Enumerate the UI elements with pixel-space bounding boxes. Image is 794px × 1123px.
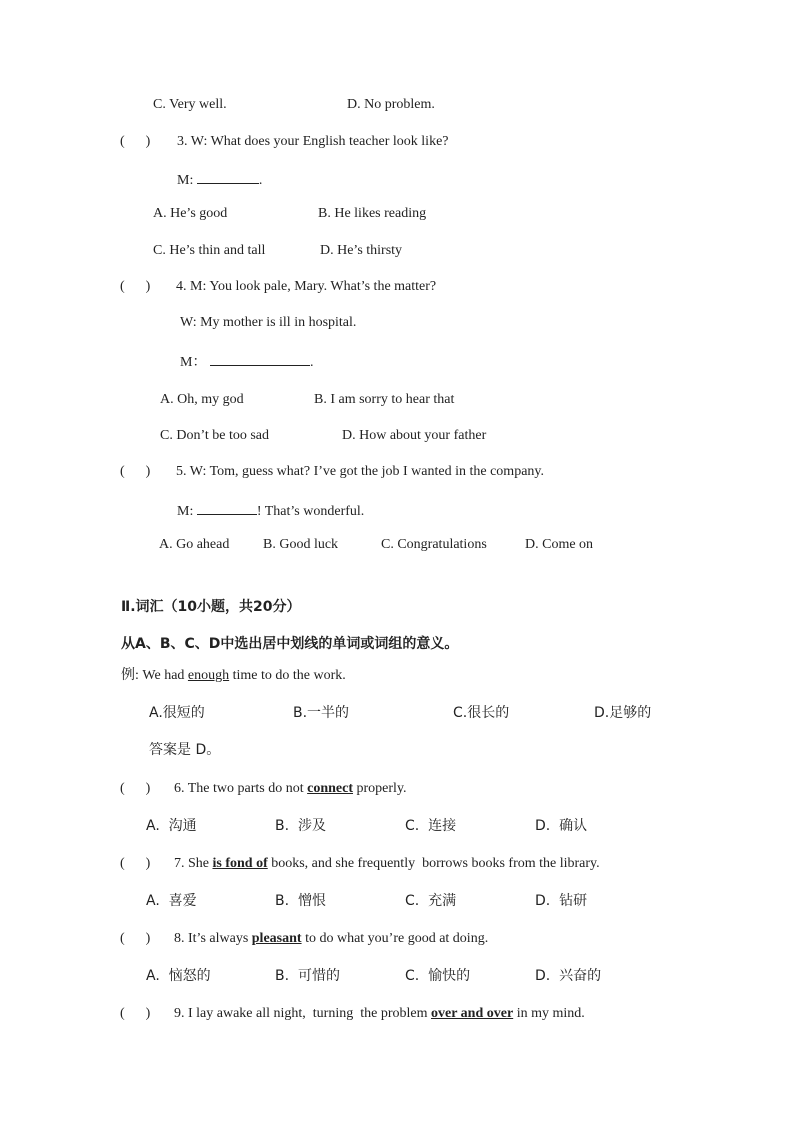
q8-prefix: 8. It’s always <box>174 931 252 946</box>
example-option-c: C.很长的 <box>453 705 510 721</box>
q3-stem: 3. W: What does your English teacher look like? <box>177 134 449 149</box>
q7-prefix: 7. She <box>174 856 213 871</box>
q9-sentence <box>174 1005 585 1023</box>
q7-answer-paren: ( ) <box>120 856 151 871</box>
q9-key-phrase: over and over <box>431 1006 514 1021</box>
q4-option-c: C. Don’t be too sad <box>160 428 270 443</box>
q5-m-line <box>177 500 364 521</box>
q2-option-d: D. No problem. <box>347 97 435 112</box>
q5-answer-blank <box>197 500 257 515</box>
q4-option-b: B. I am sorry to hear that <box>314 392 455 407</box>
q5-m-label: M: <box>177 504 194 519</box>
q8-option-d: D. 兴奋的 <box>535 968 602 984</box>
q6-option-c: C. 连接 <box>405 818 457 834</box>
q3-option-a: A. He’s good <box>153 206 228 221</box>
q5-answer-paren: ( ) <box>120 464 151 479</box>
q4-stem: 4. M: You look pale, Mary. What’s the matter? <box>176 279 437 294</box>
q3-option-b: B. He likes reading <box>318 206 427 221</box>
q2-option-c: C. Very well. <box>153 97 227 112</box>
example-option-a: A.很短的 <box>149 705 205 721</box>
q3-answer-blank <box>197 169 259 184</box>
example-answer: 答案是 D。 <box>149 742 221 758</box>
q4-option-d: D. How about your father <box>342 428 487 443</box>
q7-sentence <box>174 855 600 873</box>
q3-option-d: D. He’s thirsty <box>320 243 403 258</box>
q8-suffix: to do what you’re good at doing. <box>301 931 489 946</box>
example-option-d: D.足够的 <box>594 705 652 721</box>
q5-option-b: B. Good luck <box>263 537 339 552</box>
q4-answer-paren: ( ) <box>120 279 151 294</box>
q9-prefix: 9. I lay awake all night, turning the problem <box>174 1006 431 1021</box>
q4-m-label: M： <box>180 355 207 370</box>
q6-prefix: 6. The two parts do not <box>174 781 308 796</box>
q8-option-c: C. 愉快的 <box>405 968 471 984</box>
section-heading-vocab: Ⅱ.词汇（10小题，共20分） <box>121 599 301 615</box>
q8-option-b: B. 可惜的 <box>275 968 340 984</box>
example-prefix: 例: We had <box>121 668 188 683</box>
q7-suffix: books, and she frequently borrows books from the library. <box>267 856 600 871</box>
q6-answer-paren: ( ) <box>120 781 151 796</box>
q7-option-a: A. 喜爱 <box>146 893 197 909</box>
q6-key-word: connect <box>307 781 354 796</box>
q5-m-end: ! That’s wonderful. <box>256 504 365 519</box>
q3-option-c: C. He’s thin and tall <box>153 243 266 258</box>
example-suffix: time to do the work. <box>229 668 346 683</box>
q6-suffix: properly. <box>353 781 407 796</box>
q3-m-line <box>177 169 262 190</box>
q9-answer-paren: ( ) <box>120 1006 151 1021</box>
q7-key-phrase: is fond of <box>212 856 268 871</box>
q4-answer-blank <box>210 351 310 366</box>
q7-option-b: B. 憎恨 <box>275 893 326 909</box>
q3-m-end: . <box>258 173 263 188</box>
q6-option-b: B. 涉及 <box>275 818 326 834</box>
q8-key-word: pleasant <box>251 931 302 946</box>
q5-stem: 5. W: Tom, guess what? I’ve got the job I wanted in the company. <box>176 464 544 479</box>
q9-suffix: in my mind. <box>513 1006 585 1021</box>
example-option-b: B.一半的 <box>293 705 350 721</box>
q6-option-a: A. 沟通 <box>146 818 197 834</box>
q8-option-a: A. 恼怒的 <box>146 968 211 984</box>
q6-option-d: D. 确认 <box>535 818 588 834</box>
q3-answer-paren: ( ) <box>120 134 151 149</box>
q8-sentence <box>174 930 488 948</box>
q7-option-d: D. 钻研 <box>535 893 588 909</box>
q4-m-line <box>180 351 313 372</box>
q7-option-c: C. 充满 <box>405 893 457 909</box>
section-instruction: 从A、B、C、D中选出居中划线的单词或词组的意义。 <box>121 636 459 652</box>
q4-m-end: . <box>309 355 314 370</box>
q4-option-a: A. Oh, my god <box>160 392 244 407</box>
q8-answer-paren: ( ) <box>120 931 151 946</box>
q5-option-a: A. Go ahead <box>159 537 230 552</box>
q3-m-label: M: <box>177 173 194 188</box>
q5-option-c: C. Congratulations <box>381 537 487 552</box>
q6-sentence <box>174 780 407 798</box>
example-sentence <box>121 667 346 685</box>
q4-w-line: W: My mother is ill in hospital. <box>180 315 357 330</box>
example-underlined-word: enough <box>187 668 230 683</box>
q5-option-d: D. Come on <box>525 537 594 552</box>
